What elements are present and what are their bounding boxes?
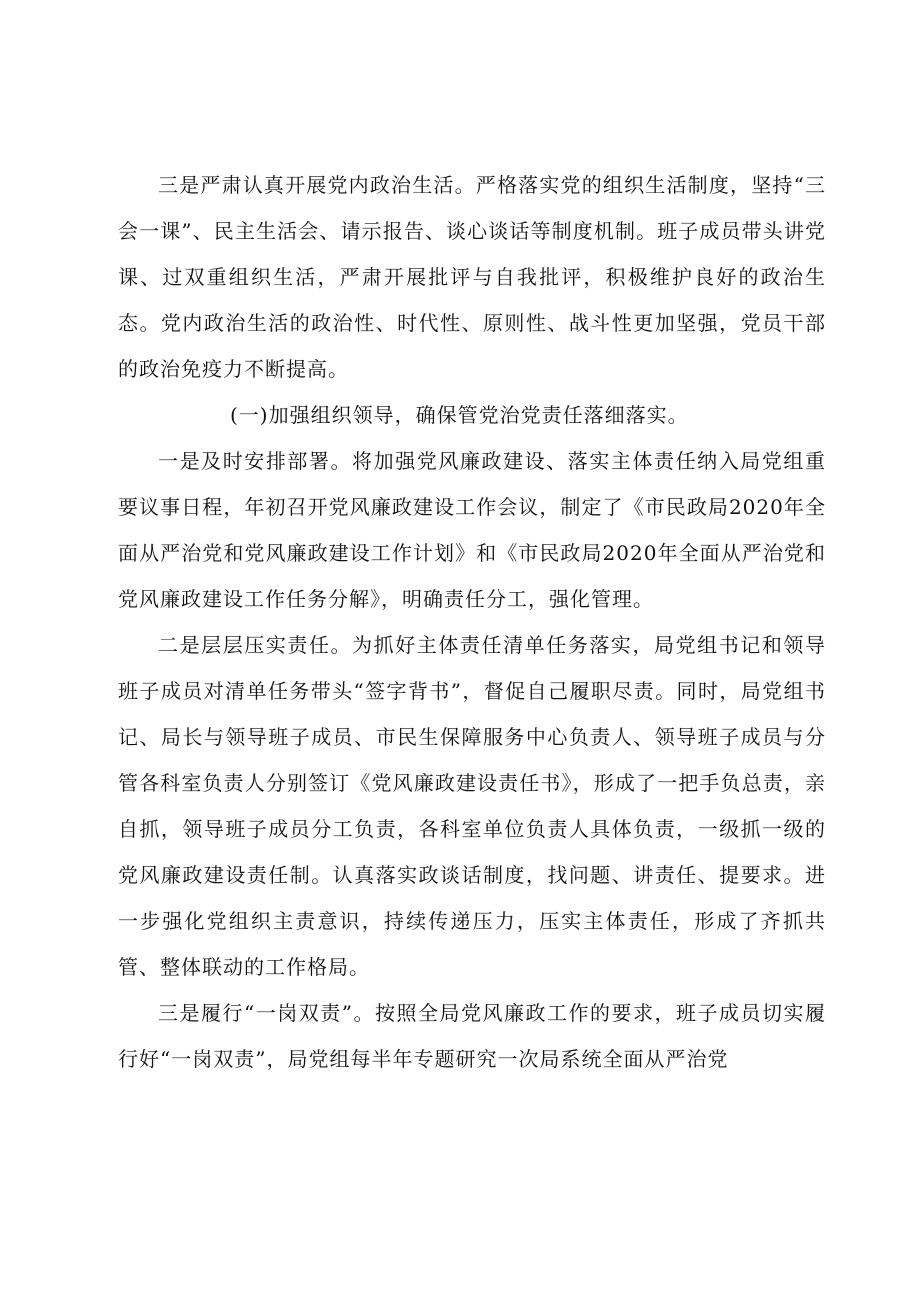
paragraph-political-life: 三是严肃认真开展党内政治生活。严格落实党的组织生活制度，坚持“三会一课”、民主生活会、请示报告、谈心谈话等制度机制。班子成员带头讲党课、过双重组织生活，严肃开展批评与自我批评，积极维护良好的政治生态。党内政治生活的政治性、时代性、原则性、战斗性更加坚强，党员干部的政治免疫力不断提高。 <box>118 173 826 381</box>
paragraph-dual-duty: 三是履行“一岗双责”。按照全局党风廉政工作的要求，班子成员切实履行好“一岗双责”，局党组每半年专题研究一次局系统全面从严治党 <box>118 1001 826 1071</box>
document-body <box>118 162 826 1082</box>
paragraph-deployment: 一是及时安排部署。将加强党风廉政建设、落实主体责任纳入局党组重要议事日程，年初召开党风廉政建设工作会议，制定了《市民政局2020年全面从严治党和党风廉政建设工作计划》和《市民政局2020年全面从严治党和党风廉政建设工作任务分解》，明确责任分工，强化管理。 <box>118 449 826 611</box>
section-heading-1: (一)加强组织领导，确保管党治党责任落细落实。 <box>230 403 689 427</box>
paragraph-responsibility: 二是层层压实责任。为抓好主体责任清单任务落实，局党组书记和领导班子成员对清单任务带头“签字背书”，督促自己履职尽责。同时，局党组书记、局长与领导班子成员、市民生保障服务中心负责人、领导班子成员与分管各科室负责人分别签订《党风廉政建设责任书》，形成了一把手负总责，亲自抓，领导班子成员分工负责，各科室单位负责人具体负责，一级抓一级的党风廉政建设责任制。认真落实政谈话制度，找问题、讲责任、提要求。进一步强化党组织主责意识，持续传递压力，压实主体责任，形成了齐抓共管、整体联动的工作格局。 <box>118 633 826 979</box>
